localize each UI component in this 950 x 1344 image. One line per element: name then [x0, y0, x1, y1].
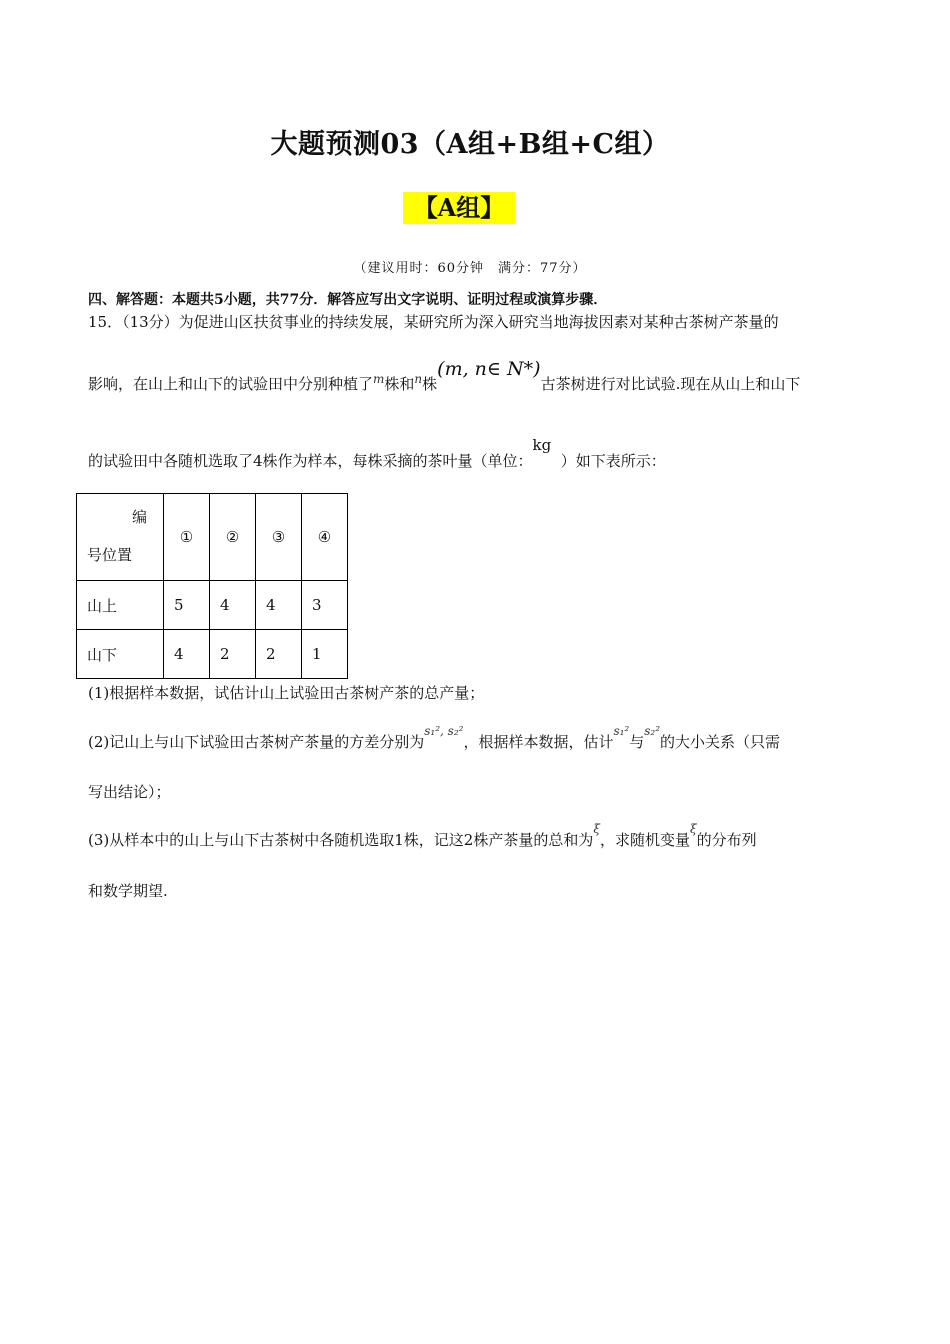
table-cell: 5 — [164, 581, 210, 630]
unit-kg: kg — [532, 436, 552, 454]
problem-line-1 — [88, 311, 779, 332]
row-label: 山上 — [77, 581, 164, 630]
table-cell: 2 — [256, 630, 302, 679]
variable-xi: ξ — [689, 822, 697, 836]
column-header: ④ — [302, 494, 348, 581]
table-cell: 3 — [302, 581, 348, 630]
column-header: ① — [164, 494, 210, 581]
problem-text: 株 — [422, 375, 438, 393]
table-cell: 2 — [210, 630, 256, 679]
variance-pair: s₁², s₂² — [424, 724, 464, 738]
table-cell: 1 — [302, 630, 348, 679]
question-1 — [88, 682, 484, 703]
column-header: ② — [210, 494, 256, 581]
group-a-badge: 【A组】 — [403, 192, 515, 224]
question-3-line-1 — [88, 822, 757, 850]
variable-m: m — [373, 372, 385, 386]
question-text: 和数学期望. — [88, 882, 168, 900]
question-text: 的分布列 — [696, 831, 757, 849]
problem-text: 影响，在山上和山下的试验田中分别种植了 — [88, 375, 374, 393]
time-score-note: （建议用时：60分钟 满分：77分） — [353, 261, 587, 276]
problem-line-3 — [88, 436, 666, 471]
table-cell: 4 — [256, 581, 302, 630]
table-cell: 4 — [210, 581, 256, 630]
problem-line-2 — [88, 358, 801, 394]
problem-text: 株和 — [384, 375, 415, 393]
problem-text: 的试验田中各随机选取了4株作为样本，每株采摘的茶叶量（单位： — [88, 452, 533, 470]
column-header: ③ — [256, 494, 302, 581]
question-text: (1)根据样本数据，试估计山上试验田古茶树产茶的总产量； — [88, 684, 485, 702]
problem-text: 古茶树进行对比试验.现在从山上和山下 — [540, 375, 801, 393]
question-text: ，求随机变量 — [599, 831, 690, 849]
document-title: 大题预测03（A组+B组+C组） — [270, 129, 670, 160]
problem-text: 15．（13分）为促进山区扶贫事业的持续发展，某研究所为深入研究当地海拔因素对某种古茶树产茶量的 — [88, 313, 779, 331]
table-row — [77, 630, 348, 679]
variance-s1: s₁² — [613, 724, 630, 738]
question-text: (2)记山上与山下试验田古茶树产茶量的方差分别为 — [88, 733, 425, 751]
table-header-row — [77, 494, 348, 581]
question-2-line-1 — [88, 724, 781, 752]
sample-table — [76, 493, 348, 679]
question-text: ，根据样本数据，估计 — [463, 733, 614, 751]
variable-xi: ξ — [593, 822, 600, 836]
section-heading: 四、解答题：本题共5小题，共77分．解答应写出文字说明、证明过程或演算步骤． — [88, 292, 608, 308]
problem-text: ）如下表所示： — [560, 452, 666, 470]
math-condition: (m, n∈ N*) — [437, 358, 541, 380]
question-3-line-2 — [88, 880, 168, 901]
question-2-line-2 — [88, 781, 171, 802]
question-text: 写出结论）； — [88, 783, 171, 801]
question-text: 与 — [629, 733, 645, 751]
row-label: 山下 — [77, 630, 164, 679]
table-corner-header: 编 号位置 — [77, 494, 164, 581]
variable-n: n — [414, 372, 423, 386]
table-cell: 4 — [164, 630, 210, 679]
question-text: (3)从样本中的山上与山下古茶树中各随机选取1株，记这2株产茶量的总和为 — [88, 831, 594, 849]
table-row — [77, 581, 348, 630]
question-text: 的大小关系（只需 — [660, 733, 781, 751]
variance-s2: s₂² — [644, 724, 661, 738]
